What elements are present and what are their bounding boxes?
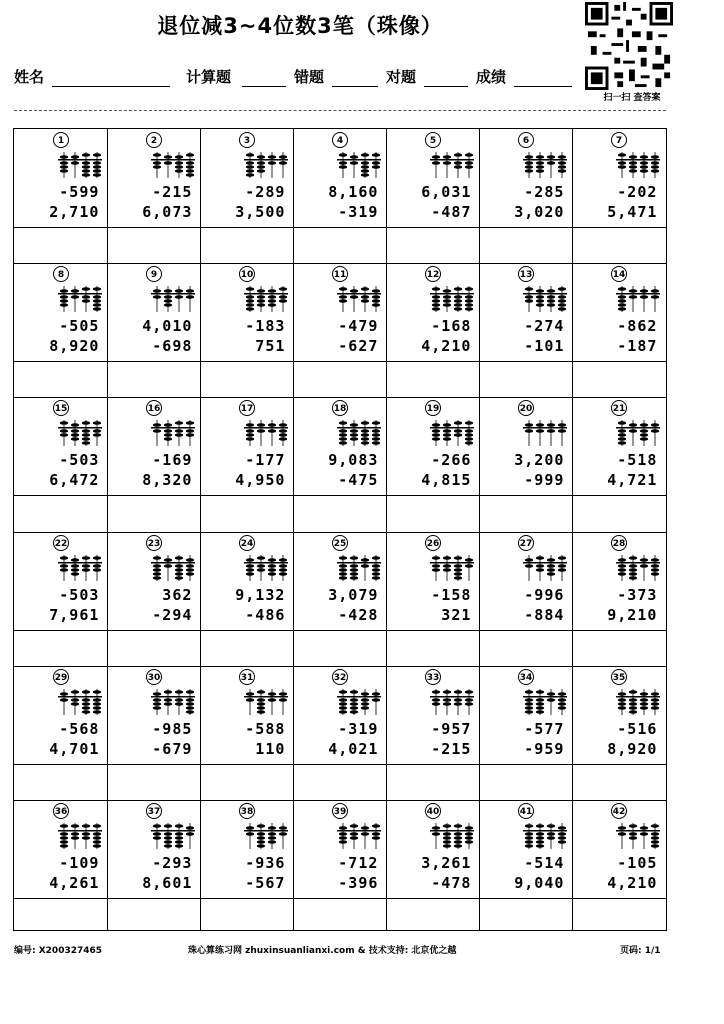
- abacus-bead-image: [210, 555, 290, 581]
- problem-number: 23: [146, 535, 162, 551]
- problem-number: 16: [146, 400, 162, 416]
- answer-box[interactable]: [107, 630, 200, 666]
- problem-number: 37: [146, 803, 162, 819]
- problem-line-2: 4,021: [328, 739, 379, 758]
- answer-box[interactable]: [479, 764, 572, 800]
- problem-line-1: -505: [59, 317, 100, 336]
- problem-number: 26: [425, 535, 441, 551]
- problem-line-2: 8,320: [142, 471, 193, 490]
- answer-box[interactable]: [572, 764, 665, 800]
- problem-number: 12: [425, 266, 441, 282]
- answer-box[interactable]: [386, 227, 479, 263]
- problem-cell: [107, 129, 200, 227]
- problem-number: 15: [53, 400, 69, 416]
- cut-line: [14, 110, 666, 111]
- qr-caption: 扫一扫 查答案: [603, 93, 661, 103]
- abacus-bead-image: [117, 689, 197, 715]
- problem-number: 10: [239, 266, 255, 282]
- abacus-bead-image: [24, 555, 104, 581]
- footer-code: 编号: X200327465: [14, 946, 103, 956]
- problem-line-1: -319: [338, 719, 379, 738]
- problem-cell: [107, 532, 200, 630]
- score-label: 成绩: [476, 68, 507, 86]
- problem-cell: [200, 800, 293, 898]
- problem-number: 4: [332, 132, 348, 148]
- abacus-bead-image: [489, 152, 569, 178]
- problem-number: 31: [239, 669, 255, 685]
- problem-line-2: 9,040: [514, 874, 565, 892]
- problem-line-1: -503: [59, 585, 100, 604]
- problem-line-2: 3,020: [514, 203, 565, 221]
- problem-line-1: 9,132: [235, 585, 286, 604]
- problem-cell: [107, 800, 200, 898]
- problem-line-2: 4,261: [49, 874, 100, 892]
- problem-line-2: 8,601: [142, 874, 193, 892]
- problem-line-1: -274: [524, 317, 565, 336]
- problem-line-2: -187: [617, 337, 658, 356]
- abacus-bead-image: [303, 689, 383, 715]
- problem-cell: [200, 397, 293, 495]
- problem-line-1: -503: [59, 451, 100, 470]
- problem-line-1: -373: [617, 585, 658, 604]
- problem-line-1: -177: [245, 451, 286, 470]
- problem-line-1: -293: [152, 854, 193, 872]
- problem-cell: [293, 397, 386, 495]
- problem-cell: [107, 666, 200, 764]
- problem-line-2: -679: [152, 739, 193, 758]
- abacus-bead-image: [582, 689, 662, 715]
- abacus-bead-image: [582, 823, 662, 849]
- problem-line-1: -599: [59, 183, 100, 201]
- abacus-bead-image: [24, 286, 104, 312]
- problem-line-1: 362: [162, 585, 193, 604]
- answer-box[interactable]: [200, 227, 293, 263]
- abacus-bead-image: [303, 420, 383, 446]
- answer-box[interactable]: [386, 898, 479, 934]
- problem-number: 18: [332, 400, 348, 416]
- problem-line-2: 4,701: [49, 739, 100, 758]
- abacus-bead-image: [210, 689, 290, 715]
- problem-cell: [200, 666, 293, 764]
- problem-line-1: 6,031: [421, 183, 472, 201]
- abacus-bead-image: [303, 152, 383, 178]
- answer-box[interactable]: [200, 630, 293, 666]
- problem-line-1: 9,083: [328, 451, 379, 470]
- problem-number: 25: [332, 535, 348, 551]
- answer-box[interactable]: [107, 898, 200, 934]
- problem-number: 28: [611, 535, 627, 551]
- abacus-bead-image: [582, 152, 662, 178]
- answer-box[interactable]: [293, 630, 386, 666]
- problem-line-1: -285: [524, 183, 565, 201]
- count-label: 计算题: [186, 68, 232, 86]
- problem-cell: [479, 129, 572, 227]
- problem-line-2: 9,210: [607, 605, 658, 624]
- problem-line-1: -169: [152, 451, 193, 470]
- count-blank[interactable]: [242, 86, 286, 87]
- problem-line-2: 110: [255, 739, 286, 758]
- answer-box[interactable]: [14, 495, 107, 531]
- problem-line-2: 6,472: [49, 471, 100, 490]
- problem-number: 41: [518, 803, 534, 819]
- problem-line-1: -862: [617, 317, 658, 336]
- problem-cell: [572, 397, 665, 495]
- problem-line-1: -568: [59, 719, 100, 738]
- abacus-bead-image: [303, 555, 383, 581]
- abacus-bead-image: [582, 420, 662, 446]
- answer-box[interactable]: [14, 764, 107, 800]
- problem-cell: [479, 532, 572, 630]
- problem-number: 27: [518, 535, 534, 551]
- abacus-bead-image: [117, 152, 197, 178]
- abacus-bead-image: [489, 823, 569, 849]
- abacus-bead-image: [117, 823, 197, 849]
- problem-cell: [14, 666, 107, 764]
- problem-number: 39: [332, 803, 348, 819]
- problem-number: 21: [611, 400, 627, 416]
- problem-line-2: -101: [524, 337, 565, 356]
- abacus-bead-image: [489, 286, 569, 312]
- problem-line-2: 5,471: [607, 203, 658, 221]
- problem-number: 13: [518, 266, 534, 282]
- problem-number: 35: [611, 669, 627, 685]
- problem-line-1: -577: [524, 719, 565, 738]
- problem-line-1: -109: [59, 854, 100, 872]
- answer-box[interactable]: [386, 495, 479, 531]
- problem-number: 40: [425, 803, 441, 819]
- problem-number: 24: [239, 535, 255, 551]
- problem-cell: [386, 263, 479, 361]
- problem-line-2: -319: [338, 203, 379, 221]
- abacus-bead-image: [117, 286, 197, 312]
- wrong-label: 错题: [294, 68, 325, 86]
- problem-line-2: -478: [431, 874, 472, 892]
- answer-box[interactable]: [200, 764, 293, 800]
- problem-cell: [572, 129, 665, 227]
- answer-box[interactable]: [293, 898, 386, 934]
- problem-cell: [386, 397, 479, 495]
- problem-line-1: -985: [152, 719, 193, 738]
- answer-box[interactable]: [200, 361, 293, 397]
- problem-line-2: -959: [524, 739, 565, 758]
- footer-site: 珠心算练习网 zhuxinsuanlianxi.com & 技术支持: 北京优之越: [188, 946, 457, 956]
- problem-number: 42: [611, 803, 627, 819]
- answer-box[interactable]: [107, 227, 200, 263]
- problem-line-2: -999: [524, 471, 565, 490]
- abacus-bead-image: [210, 286, 290, 312]
- answer-box[interactable]: [386, 764, 479, 800]
- abacus-bead-image: [303, 823, 383, 849]
- problem-line-1: 8,160: [328, 183, 379, 201]
- problem-number: 9: [146, 266, 162, 282]
- problem-line-2: -698: [152, 337, 193, 356]
- answer-box[interactable]: [479, 630, 572, 666]
- problem-number: 19: [425, 400, 441, 416]
- problem-line-2: -475: [338, 471, 379, 490]
- problem-line-2: 4,210: [421, 337, 472, 356]
- abacus-bead-image: [396, 420, 476, 446]
- answer-box[interactable]: [14, 227, 107, 263]
- problem-number: 8: [53, 266, 69, 282]
- problem-number: 29: [53, 669, 69, 685]
- problem-line-1: -588: [245, 719, 286, 738]
- answer-box[interactable]: [293, 361, 386, 397]
- problem-line-2: 321: [441, 605, 472, 624]
- answer-box[interactable]: [14, 630, 107, 666]
- problem-line-1: -266: [431, 451, 472, 470]
- problem-number: 33: [425, 669, 441, 685]
- problem-line-1: -514: [524, 854, 565, 872]
- answer-box[interactable]: [107, 764, 200, 800]
- problem-line-1: -936: [245, 854, 286, 872]
- problem-cell: [14, 532, 107, 630]
- problem-number: 3: [239, 132, 255, 148]
- problem-line-2: 6,073: [142, 203, 193, 221]
- name-blank[interactable]: [52, 86, 170, 87]
- problem-line-2: 4,721: [607, 471, 658, 490]
- problem-cell: [572, 666, 665, 764]
- problem-line-2: 751: [255, 337, 286, 356]
- problem-line-2: -428: [338, 605, 379, 624]
- abacus-bead-image: [117, 555, 197, 581]
- abacus-bead-image: [582, 555, 662, 581]
- answer-box[interactable]: [572, 227, 665, 263]
- problem-number: 5: [425, 132, 441, 148]
- problem-cell: [200, 129, 293, 227]
- abacus-bead-image: [24, 823, 104, 849]
- problem-cell: [14, 800, 107, 898]
- answer-box[interactable]: [479, 361, 572, 397]
- problem-cell: [14, 397, 107, 495]
- problem-line-1: -516: [617, 719, 658, 738]
- problem-line-1: -183: [245, 317, 286, 336]
- abacus-bead-image: [489, 689, 569, 715]
- answer-box[interactable]: [107, 495, 200, 531]
- problem-number: 38: [239, 803, 255, 819]
- answer-box[interactable]: [386, 630, 479, 666]
- problem-line-1: -957: [431, 719, 472, 738]
- problem-cell: [293, 532, 386, 630]
- problem-line-2: 2,710: [49, 203, 100, 221]
- problem-number: 11: [332, 266, 348, 282]
- problem-line-1: -158: [431, 585, 472, 604]
- problem-line-1: -712: [338, 854, 379, 872]
- abacus-bead-image: [210, 420, 290, 446]
- problem-line-1: -202: [617, 183, 658, 201]
- problem-number: 36: [53, 803, 69, 819]
- problem-line-1: -105: [617, 854, 658, 872]
- abacus-bead-image: [396, 286, 476, 312]
- problem-cell: [479, 666, 572, 764]
- problem-line-1: 4,010: [142, 317, 193, 336]
- problem-number: 7: [611, 132, 627, 148]
- answer-box[interactable]: [293, 495, 386, 531]
- problem-line-2: -884: [524, 605, 565, 624]
- problem-line-2: -396: [338, 874, 379, 892]
- answer-box[interactable]: [200, 898, 293, 934]
- problem-number: 17: [239, 400, 255, 416]
- problem-grid: [13, 128, 667, 931]
- problem-line-2: -486: [245, 605, 286, 624]
- abacus-bead-image: [117, 420, 197, 446]
- answer-box[interactable]: [386, 361, 479, 397]
- answer-box[interactable]: [107, 361, 200, 397]
- problem-line-1: 3,200: [514, 451, 565, 470]
- right-blank[interactable]: [424, 86, 468, 87]
- problem-number: 32: [332, 669, 348, 685]
- problem-cell: [293, 129, 386, 227]
- abacus-bead-image: [210, 152, 290, 178]
- problem-line-1: 3,261: [421, 854, 472, 872]
- wrong-blank[interactable]: [332, 86, 378, 87]
- problem-line-1: -479: [338, 317, 379, 336]
- problem-number: 34: [518, 669, 534, 685]
- problem-cell: [479, 263, 572, 361]
- problem-cell: [14, 129, 107, 227]
- problem-line-2: 8,920: [607, 739, 658, 758]
- problem-number: 30: [146, 669, 162, 685]
- problem-cell: [572, 263, 665, 361]
- answer-box[interactable]: [479, 227, 572, 263]
- problem-number: 6: [518, 132, 534, 148]
- problem-cell: [200, 263, 293, 361]
- problem-cell: [107, 263, 200, 361]
- abacus-bead-image: [303, 286, 383, 312]
- problem-line-2: 4,210: [607, 874, 658, 892]
- problem-number: 2: [146, 132, 162, 148]
- problem-cell: [200, 532, 293, 630]
- problem-cell: [386, 800, 479, 898]
- problem-cell: [107, 397, 200, 495]
- problem-line-1: -518: [617, 451, 658, 470]
- abacus-bead-image: [24, 420, 104, 446]
- problem-line-1: 3,079: [328, 585, 379, 604]
- score-blank[interactable]: [514, 86, 572, 87]
- problem-line-2: 4,950: [235, 471, 286, 490]
- answer-box[interactable]: [572, 630, 665, 666]
- name-label: 姓名: [14, 68, 45, 86]
- problem-line-1: -168: [431, 317, 472, 336]
- abacus-bead-image: [396, 152, 476, 178]
- student-info-row: [14, 66, 584, 92]
- footer-page: 页码: 1/1: [620, 946, 661, 956]
- qr-code: [584, 2, 674, 90]
- problem-cell: [293, 263, 386, 361]
- problem-cell: [386, 666, 479, 764]
- problem-cell: [479, 397, 572, 495]
- problem-cell: [386, 129, 479, 227]
- problem-line-2: -294: [152, 605, 193, 624]
- problem-line-2: 7,961: [49, 605, 100, 624]
- problem-line-1: -289: [245, 183, 286, 201]
- abacus-bead-image: [489, 420, 569, 446]
- abacus-bead-image: [582, 286, 662, 312]
- problem-number: 22: [53, 535, 69, 551]
- page-title: 退位减3~4位数3笔（珠像）: [157, 14, 443, 38]
- answer-box[interactable]: [200, 495, 293, 531]
- problem-number: 20: [518, 400, 534, 416]
- answer-box[interactable]: [293, 227, 386, 263]
- abacus-bead-image: [396, 555, 476, 581]
- abacus-bead-image: [489, 555, 569, 581]
- problem-line-2: -567: [245, 874, 286, 892]
- problem-line-2: -215: [431, 739, 472, 758]
- problem-cell: [293, 666, 386, 764]
- problem-cell: [479, 800, 572, 898]
- abacus-bead-image: [396, 823, 476, 849]
- abacus-bead-image: [24, 689, 104, 715]
- problem-cell: [293, 800, 386, 898]
- problem-line-1: -215: [152, 183, 193, 201]
- abacus-bead-image: [24, 152, 104, 178]
- answer-box[interactable]: [293, 764, 386, 800]
- problem-line-2: 4,815: [421, 471, 472, 490]
- problem-line-2: -487: [431, 203, 472, 221]
- problem-line-2: -627: [338, 337, 379, 356]
- problem-cell: [14, 263, 107, 361]
- answer-box[interactable]: [479, 495, 572, 531]
- answer-box[interactable]: [14, 898, 107, 934]
- problem-cell: [572, 532, 665, 630]
- answer-box[interactable]: [572, 495, 665, 531]
- problem-line-2: 3,500: [235, 203, 286, 221]
- answer-box[interactable]: [572, 361, 665, 397]
- problem-number: 1: [53, 132, 69, 148]
- problem-cell: [386, 532, 479, 630]
- answer-box[interactable]: [572, 898, 665, 934]
- answer-box[interactable]: [479, 898, 572, 934]
- abacus-bead-image: [210, 823, 290, 849]
- abacus-bead-image: [396, 689, 476, 715]
- answer-box[interactable]: [14, 361, 107, 397]
- problem-number: 14: [611, 266, 627, 282]
- problem-line-1: -996: [524, 585, 565, 604]
- right-label: 对题: [386, 68, 417, 86]
- problem-cell: [572, 800, 665, 898]
- problem-line-2: 8,920: [49, 337, 100, 356]
